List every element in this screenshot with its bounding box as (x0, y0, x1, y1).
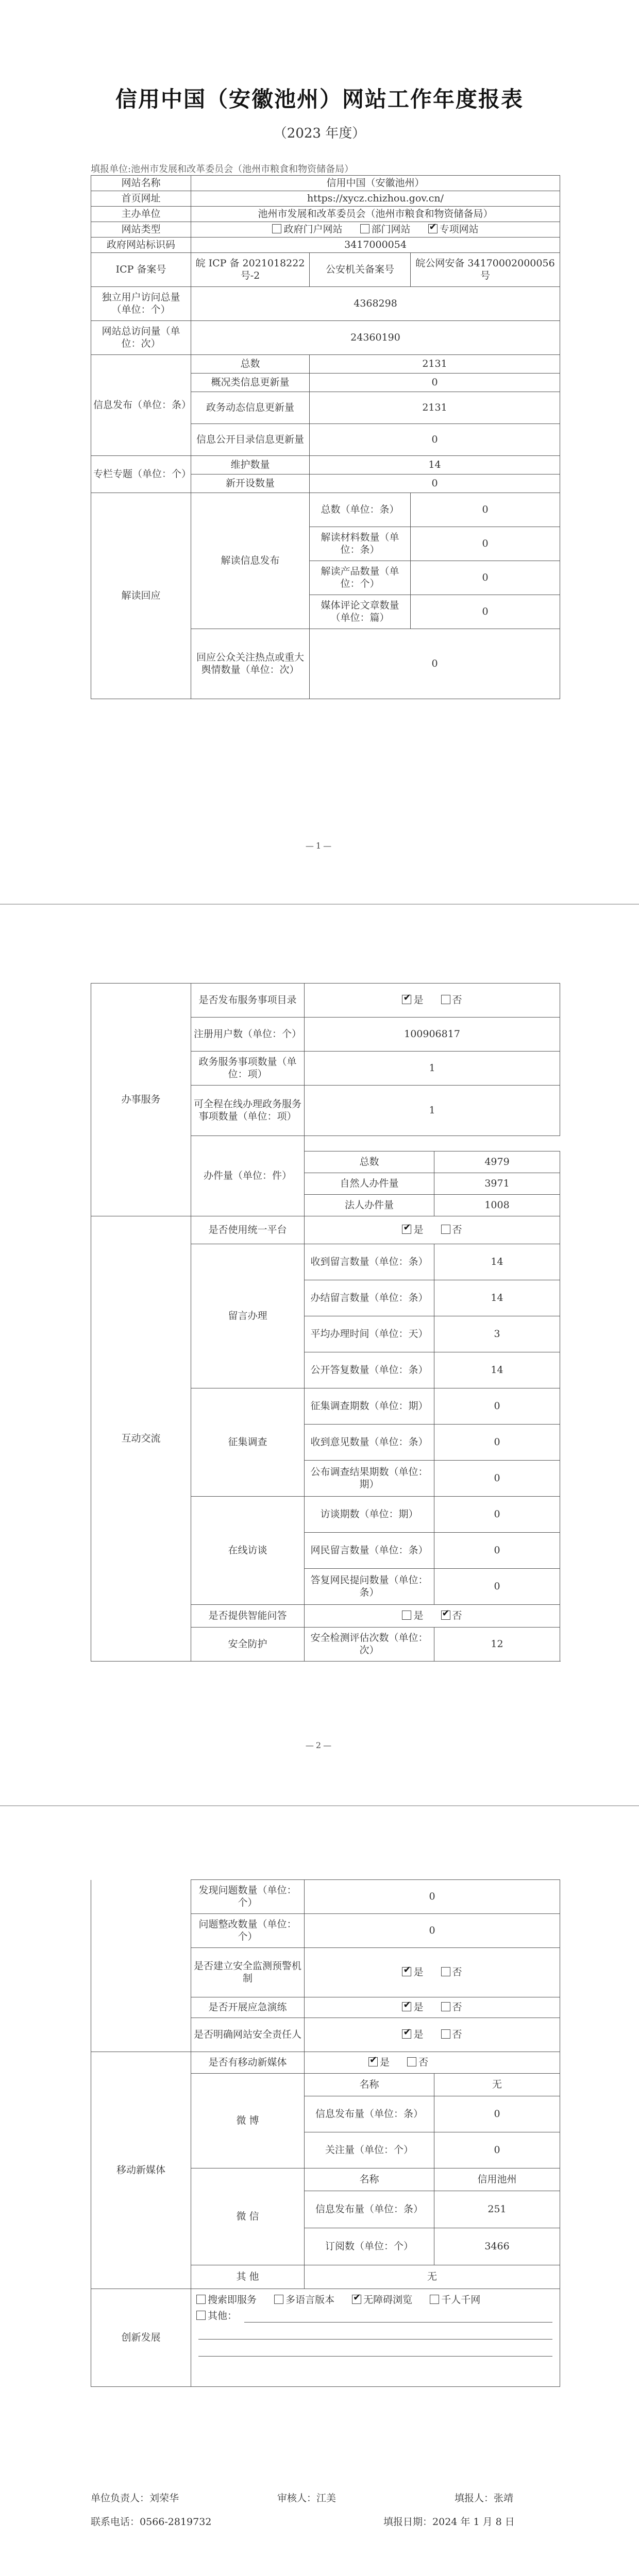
has-mobile-yes[interactable]: ✔ 是 (368, 2057, 390, 2068)
fill-date: 填报日期：2024 年 1 月 8 日 (383, 2516, 515, 2528)
contact-phone: 联系电话：0566-2819732 (91, 2516, 212, 2528)
msg-label: 留言办理 (191, 1244, 305, 1388)
info-total-label: 总数 (191, 355, 310, 374)
innov-other-line[interactable] (244, 2310, 552, 2323)
security-label: 安全防护 (191, 1628, 305, 1662)
interpret-product-label: 解读产品数量（单位：个） (310, 561, 411, 595)
innovation-options (191, 2289, 560, 2387)
wechat-pub-label: 信息发布量（单位：条） (305, 2191, 434, 2228)
unified-options (305, 1216, 560, 1244)
interpret-media: 0 (411, 595, 560, 629)
checkbox-icon (441, 1225, 450, 1234)
reg-users: 100906817 (305, 1018, 560, 1052)
handle-corp: 1008 (434, 1195, 560, 1216)
interpret-label: 解读回应 (91, 493, 191, 699)
checked-checkbox-icon (402, 2029, 411, 2039)
checkbox-icon (360, 224, 369, 233)
survey-opinion-label: 收到意见数量（单位：条） (305, 1425, 434, 1461)
survey-count-label: 征集调查期数（单位：期） (305, 1388, 434, 1425)
gov-items: 1 (305, 1052, 560, 1086)
has-mobile-no[interactable]: 否 (407, 2057, 428, 2068)
info-pub-label: 信息发布（单位：条） (91, 355, 191, 456)
report-title: 信用中国（安徽池州）网站工作年度报表 (115, 87, 524, 112)
new-label: 新开设数量 (191, 474, 310, 493)
innov-personalized[interactable]: 千人千网 (430, 2294, 480, 2306)
page-number: —2— (305, 1740, 334, 1750)
survey-result: 0 (434, 1461, 560, 1497)
filler-person: 填报人：张靖 (455, 2493, 514, 2504)
new-value: 0 (310, 474, 560, 493)
weibo-follow: 0 (434, 2132, 560, 2168)
checked-checkbox-icon (428, 224, 438, 233)
checked-checkbox-icon (402, 1225, 411, 1234)
wechat-sub: 3466 (434, 2228, 560, 2265)
msg-done: 14 (434, 1280, 560, 1316)
column-label: 专栏专题（单位：个） (91, 456, 191, 493)
uv-label: 独立用户访问总量（单位：个） (91, 287, 191, 321)
checkbox-icon (402, 1611, 411, 1620)
monitor-label: 是否建立安全监测预警机制 (191, 1948, 305, 1997)
checked-checkbox-icon (402, 1967, 411, 1976)
handle-person-label: 自然人办件量 (305, 1173, 434, 1195)
resp-label: 是否明确网站安全责任人 (191, 2018, 305, 2052)
innovation-label: 创新发展 (91, 2289, 191, 2387)
weibo-pub-label: 信息发布量（单位：条） (305, 2096, 434, 2132)
checked-checkbox-icon (441, 1611, 450, 1620)
interpret-total: 0 (411, 493, 560, 527)
has-mobile-label: 是否有移动新媒体 (191, 2052, 305, 2074)
pub-items-options (305, 984, 560, 1018)
smart-qa-options (305, 1605, 560, 1628)
wechat-sub-label: 订阅数（单位：个） (305, 2228, 434, 2265)
service-label: 办事服务 (91, 984, 191, 1216)
interpret-media-label: 媒体评论文章数量（单位：篇） (310, 595, 411, 629)
unit-head: 单位负责人：刘荣华 (91, 2493, 179, 2504)
eval-value: 12 (434, 1628, 560, 1662)
msg-avg-label: 平均办理时间（单位：天） (305, 1316, 434, 1352)
icp-number: 皖 ICP 备 2021018222 号-2 (191, 253, 310, 287)
site-type-department[interactable]: 部门网站 (360, 224, 411, 235)
report-table-page2 (91, 983, 560, 1662)
found-label: 发现问题数量（单位：个） (191, 1880, 305, 1914)
checkbox-icon (441, 1967, 450, 1976)
checked-checkbox-icon (368, 2057, 378, 2066)
monitor-options (305, 1948, 560, 1997)
has-mobile-options (305, 2052, 560, 2074)
talk-count-label: 访谈期数（单位：期） (305, 1497, 434, 1533)
dynamic-value: 2131 (310, 392, 560, 424)
uv-value: 4368298 (191, 287, 560, 321)
online-items: 1 (305, 1086, 560, 1136)
site-code-label: 政府网站标识码 (91, 238, 191, 253)
smart-qa-no[interactable]: ✔ 否 (441, 1610, 462, 1621)
interpret-total-label: 总数（单位：条） (310, 493, 411, 527)
checkbox-icon (441, 2002, 450, 2011)
site-name: 信用中国（安徽池州） (191, 176, 560, 191)
msg-pub-label: 公开答复数量（单位：条） (305, 1352, 434, 1388)
checkbox-icon (196, 2295, 206, 2304)
gov-items-label: 政务服务事项数量（单位：项） (191, 1052, 305, 1086)
survey-result-label: 公布调查结果期数（单位：期） (305, 1461, 434, 1497)
filler-unit: 填报单位:池州市发展和改革委员会（池州市粮食和物资储备局） (91, 164, 354, 175)
fixed-label: 问题整改数量（单位：个） (191, 1914, 305, 1948)
security-continued (91, 1880, 191, 2052)
checked-checkbox-icon (402, 2002, 411, 2011)
msg-pub: 14 (434, 1352, 560, 1388)
innov-search-service[interactable]: 搜索即服务 (196, 2294, 257, 2306)
respond-value: 0 (310, 629, 560, 699)
site-code: 3417000054 (191, 238, 560, 253)
home-url-label: 首页网址 (91, 191, 191, 207)
handle-person: 3971 (434, 1173, 560, 1195)
msg-avg: 3 (434, 1316, 560, 1352)
maintain-value: 14 (310, 456, 560, 474)
smart-qa-yes[interactable]: 是 (402, 1610, 423, 1621)
talk-msg: 0 (434, 1533, 560, 1569)
drill-options (305, 1997, 560, 2018)
drill-no[interactable]: 否 (441, 2002, 462, 2013)
checkbox-icon (407, 2057, 416, 2066)
wechat-name: 信用池州 (434, 2168, 560, 2191)
wechat-name-label: 名称 (305, 2168, 434, 2191)
msg-done-label: 办结留言数量（单位：条） (305, 1280, 434, 1316)
site-name-label: 网站名称 (91, 176, 191, 191)
sponsor: 池州市发展和改革委员会（池州市粮食和物资储备局） (191, 207, 560, 222)
catalog-label: 信息公开目录信息更新量 (191, 424, 310, 456)
talk-count: 0 (434, 1497, 560, 1533)
checkbox-icon (272, 224, 281, 233)
maintain-label: 维护数量 (191, 456, 310, 474)
dynamic-label: 政务动态信息更新量 (191, 392, 310, 424)
resp-yes[interactable]: ✔ 是 (402, 2029, 423, 2040)
site-type-options (191, 222, 560, 238)
interpret-pub-label: 解读信息发布 (191, 493, 310, 629)
handle-total-label: 总数 (305, 1151, 434, 1173)
interpret-material: 0 (411, 527, 560, 561)
mobile-label: 移动新媒体 (91, 2052, 191, 2289)
other-media-label: 其 他 (191, 2265, 305, 2289)
talk-label: 在线访谈 (191, 1497, 305, 1605)
monitor-no[interactable]: 否 (441, 1967, 462, 1978)
weibo-label: 微 博 (191, 2074, 305, 2168)
innov-other[interactable]: 其他： (196, 2310, 237, 2323)
site-type-portal[interactable]: 政府门户网站 (272, 224, 342, 235)
checked-checkbox-icon (402, 995, 411, 1004)
talk-msg-label: 网民留言数量（单位：条） (305, 1533, 434, 1569)
pub-items-no[interactable]: 否 (441, 994, 462, 1006)
weibo-name-label: 名称 (305, 2074, 434, 2096)
msg-recv-label: 收到留言数量（单位：条） (305, 1244, 434, 1280)
drill-label: 是否开展应急演练 (191, 1997, 305, 2018)
innov-line-2[interactable] (198, 2327, 552, 2340)
psb-number: 皖公网安备 34170002000056 号 (411, 253, 560, 287)
msg-recv: 14 (434, 1244, 560, 1280)
fixed-value: 0 (305, 1914, 560, 1948)
checkbox-icon (430, 2295, 439, 2304)
overview-value: 0 (310, 374, 560, 392)
page-divider (0, 904, 639, 905)
psb-label: 公安机关备案号 (310, 253, 411, 287)
page-divider (0, 1805, 639, 1806)
pv-value: 24360190 (191, 321, 560, 355)
unified-label: 是否使用统一平台 (191, 1216, 305, 1244)
eval-label: 安全检测评估次数（单位：次） (305, 1628, 434, 1662)
catalog-value: 0 (310, 424, 560, 456)
wechat-label: 微 信 (191, 2168, 305, 2265)
unified-yes[interactable]: ✔ 是 (402, 1224, 423, 1235)
interpret-material-label: 解读材料数量（单位：条） (310, 527, 411, 561)
drill-yes[interactable]: ✔ 是 (402, 2002, 423, 2013)
report-year: （2023 年度） (273, 126, 366, 141)
checked-checkbox-icon (352, 2295, 361, 2304)
smart-qa-label: 是否提供智能问答 (191, 1605, 305, 1628)
weibo-name: 无 (434, 2074, 560, 2096)
found-value: 0 (305, 1880, 560, 1914)
innov-multilingual[interactable]: 多语言版本 (274, 2294, 334, 2306)
wechat-pub: 251 (434, 2191, 560, 2228)
handle-label: 办件量（单位：件） (191, 1136, 305, 1216)
report-table-page1 (91, 175, 560, 699)
page-number: —1— (305, 841, 334, 851)
interpret-product: 0 (411, 561, 560, 595)
home-url: https://xycz.chizhou.gov.cn/ (191, 191, 560, 207)
weibo-follow-label: 关注量（单位：个） (305, 2132, 434, 2168)
survey-label: 征集调查 (191, 1388, 305, 1497)
checkbox-icon (441, 2029, 450, 2039)
checkbox-icon (274, 2295, 283, 2304)
checkbox-icon (441, 995, 450, 1004)
online-items-label: 可全程在线办理政务服务事项数量（单位：项） (191, 1086, 305, 1136)
talk-answer: 0 (434, 1569, 560, 1605)
survey-count: 0 (434, 1388, 560, 1425)
resp-options (305, 2018, 560, 2052)
info-total: 2131 (310, 355, 560, 374)
innov-line-3[interactable] (198, 2344, 552, 2357)
reviewer: 审核人：江美 (277, 2493, 337, 2504)
overview-label: 概况类信息更新量 (191, 374, 310, 392)
reg-users-label: 注册用户数（单位：个） (191, 1018, 305, 1052)
talk-answer-label: 答复网民提问数量（单位：条） (305, 1569, 434, 1605)
report-table-page3 (91, 1879, 560, 2387)
respond-label: 回应公众关注热点或重大舆情数量（单位：次） (191, 629, 310, 699)
handle-corp-label: 法人办件量 (305, 1195, 434, 1216)
sponsor-label: 主办单位 (91, 207, 191, 222)
handle-total: 4979 (434, 1151, 560, 1173)
innov-accessibility[interactable]: ✔ 无障碍浏览 (352, 2294, 412, 2306)
other-media: 无 (305, 2265, 560, 2289)
site-type-special[interactable]: ✔ 专项网站 (428, 224, 479, 235)
interact-label: 互动交流 (91, 1216, 191, 1662)
pub-items-yes[interactable]: ✔ 是 (402, 994, 423, 1006)
checkbox-icon (196, 2311, 206, 2320)
monitor-yes[interactable]: ✔是 (402, 1967, 423, 1978)
pv-label: 网站总访问量（单位：次） (91, 321, 191, 355)
site-type-label: 网站类型 (91, 222, 191, 238)
pub-items-label: 是否发布服务事项目录 (191, 984, 305, 1018)
icp-label: ICP 备案号 (91, 253, 191, 287)
survey-opinion: 0 (434, 1425, 560, 1461)
unified-no[interactable]: 否 (441, 1224, 462, 1235)
weibo-pub: 0 (434, 2096, 560, 2132)
resp-no[interactable]: 否 (441, 2029, 462, 2040)
